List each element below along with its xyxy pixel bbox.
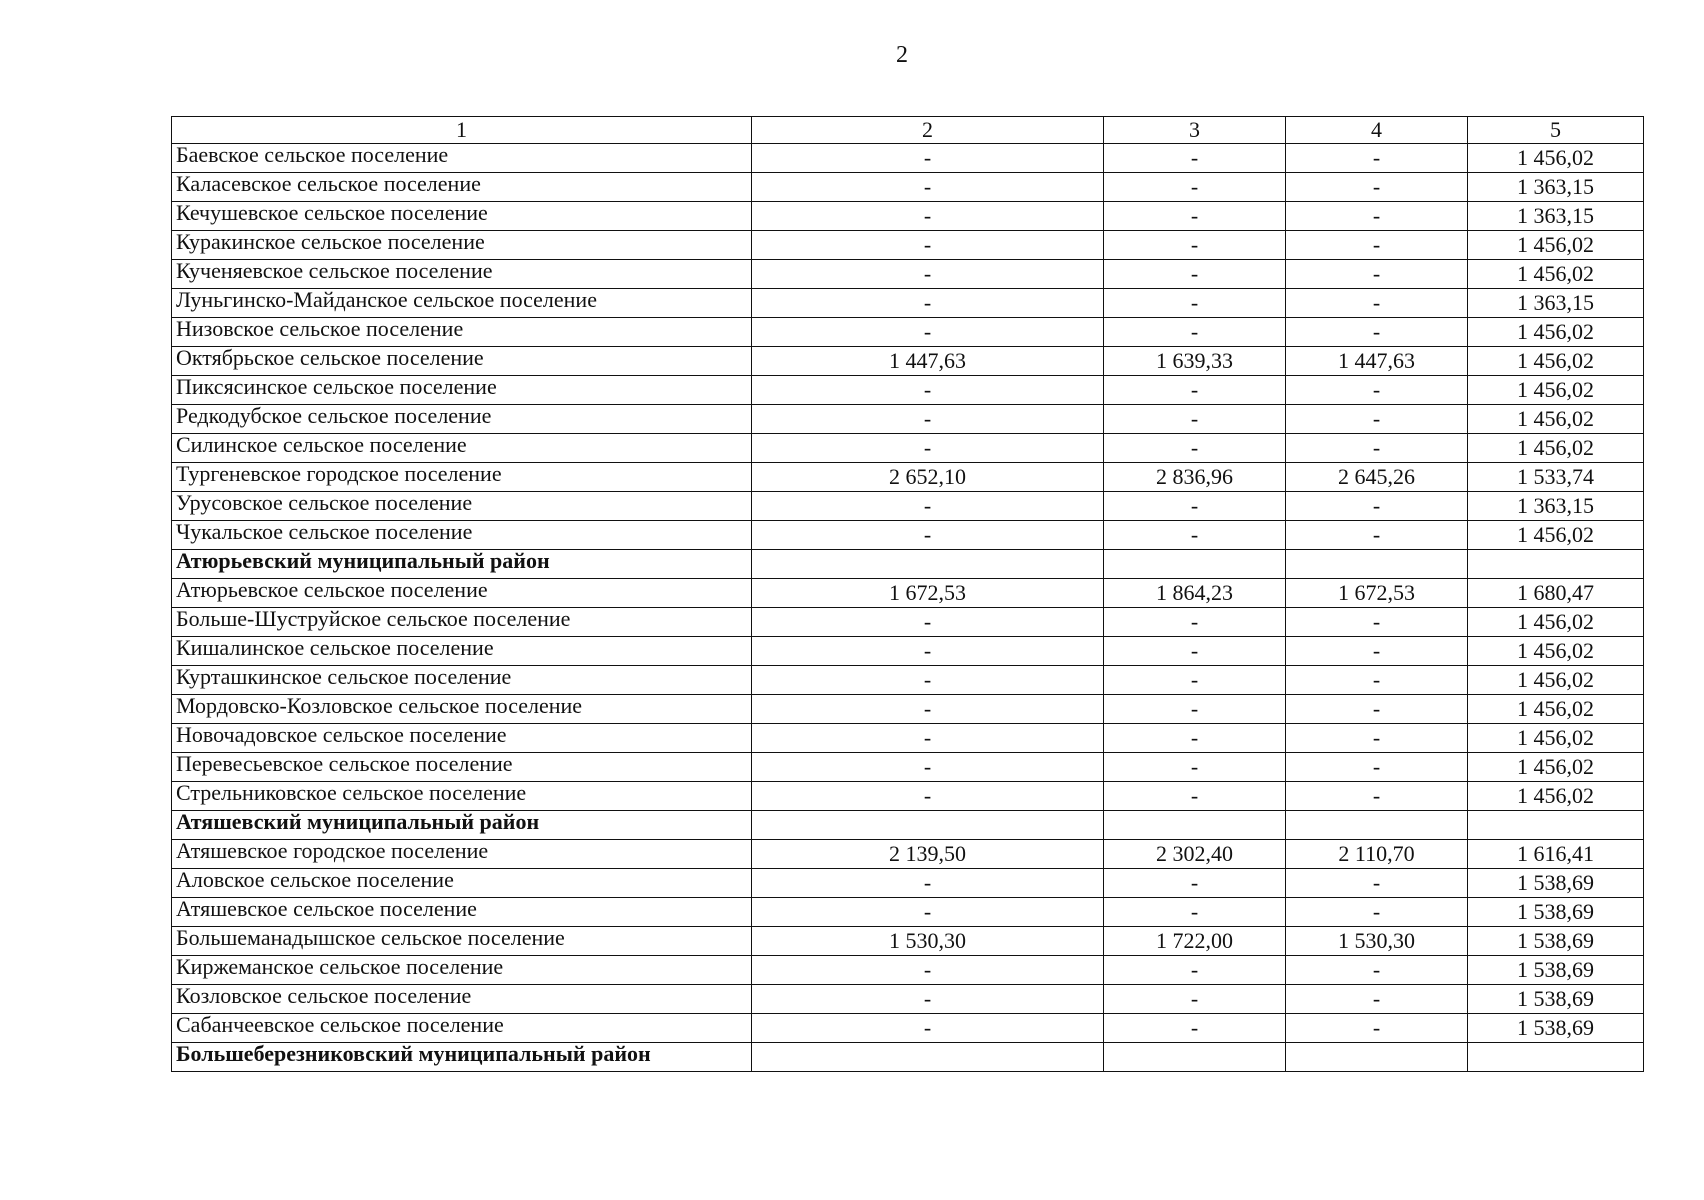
value-cell-col3: 1 722,00 [1104, 927, 1286, 956]
settlement-name-cell: Стрельниковское сельское поселение [172, 782, 752, 811]
settlement-name-cell: Кученяевское сельское поселение [172, 260, 752, 289]
settlement-name-cell: Перевесьевское сельское поселение [172, 753, 752, 782]
value-cell-col4: - [1286, 173, 1468, 202]
value-cell-col5 [1468, 811, 1644, 840]
value-cell-col2: - [752, 666, 1104, 695]
value-cell-col3: - [1104, 753, 1286, 782]
table-row [172, 840, 1644, 869]
value-cell-col2: - [752, 521, 1104, 550]
settlement-name-cell: Пиксясинское сельское поселение [172, 376, 752, 405]
column-header-5: 5 [1468, 117, 1644, 144]
table-section-row [172, 1043, 1644, 1072]
table-body [172, 117, 1644, 1072]
value-cell-col4: - [1286, 202, 1468, 231]
value-cell-col4: - [1286, 144, 1468, 173]
value-cell-col4: - [1286, 666, 1468, 695]
table-row [172, 405, 1644, 434]
settlement-name-cell: Урусовское сельское поселение [172, 492, 752, 521]
value-cell-col3: - [1104, 492, 1286, 521]
table-row [172, 956, 1644, 985]
value-cell-col2: - [752, 492, 1104, 521]
value-cell-col3: - [1104, 318, 1286, 347]
settlement-name-cell: Новочадовское сельское поселение [172, 724, 752, 753]
settlement-name-cell: Атюрьевское сельское поселение [172, 579, 752, 608]
table-row [172, 434, 1644, 463]
settlement-name-cell: Сабанчеевское сельское поселение [172, 1014, 752, 1043]
table-row [172, 666, 1644, 695]
settlement-name-cell: Силинское сельское поселение [172, 434, 752, 463]
table-row [172, 202, 1644, 231]
table-row [172, 144, 1644, 173]
value-cell-col4 [1286, 550, 1468, 579]
value-cell-col2: - [752, 956, 1104, 985]
value-cell-col5: 1 363,15 [1468, 289, 1644, 318]
value-cell-col3 [1104, 1043, 1286, 1072]
value-cell-col5: 1 363,15 [1468, 492, 1644, 521]
value-cell-col4: 1 447,63 [1286, 347, 1468, 376]
settlement-name-cell: Большеберезниковский муниципальный район [172, 1043, 752, 1072]
column-header-2: 2 [752, 117, 1104, 144]
table-section-row [172, 811, 1644, 840]
value-cell-col4: 1 672,53 [1286, 579, 1468, 608]
settlement-name-cell: Атяшевское городское поселение [172, 840, 752, 869]
settlement-name-cell: Каласевское сельское поселение [172, 173, 752, 202]
value-cell-col5: 1 456,02 [1468, 260, 1644, 289]
value-cell-col4 [1286, 1043, 1468, 1072]
value-cell-col2: - [752, 289, 1104, 318]
value-cell-col4: - [1286, 782, 1468, 811]
table-row [172, 260, 1644, 289]
value-cell-col3: 1 864,23 [1104, 579, 1286, 608]
value-cell-col3: - [1104, 898, 1286, 927]
value-cell-col3: 2 836,96 [1104, 463, 1286, 492]
value-cell-col2: - [752, 260, 1104, 289]
value-cell-col2: - [752, 869, 1104, 898]
value-cell-col3: 1 639,33 [1104, 347, 1286, 376]
value-cell-col3: - [1104, 144, 1286, 173]
value-cell-col5: 1 616,41 [1468, 840, 1644, 869]
table-row [172, 318, 1644, 347]
value-cell-col2 [752, 1043, 1104, 1072]
value-cell-col2: - [752, 695, 1104, 724]
value-cell-col5: 1 538,69 [1468, 1014, 1644, 1043]
value-cell-col4: - [1286, 956, 1468, 985]
column-header-1: 1 [172, 117, 752, 144]
value-cell-col3: - [1104, 956, 1286, 985]
value-cell-col2: 1 447,63 [752, 347, 1104, 376]
value-cell-col2: - [752, 985, 1104, 1014]
table-section-row [172, 550, 1644, 579]
value-cell-col2: 2 652,10 [752, 463, 1104, 492]
page-number: 2 [896, 42, 908, 68]
value-cell-col4: - [1286, 405, 1468, 434]
value-cell-col4: - [1286, 521, 1468, 550]
value-cell-col3: - [1104, 376, 1286, 405]
value-cell-col4: - [1286, 753, 1468, 782]
value-cell-col5: 1 456,02 [1468, 144, 1644, 173]
value-cell-col5: 1 456,02 [1468, 666, 1644, 695]
value-cell-col4: - [1286, 724, 1468, 753]
table-row [172, 231, 1644, 260]
value-cell-col2: - [752, 608, 1104, 637]
value-cell-col5: 1 456,02 [1468, 231, 1644, 260]
table-row [172, 724, 1644, 753]
value-cell-col4: - [1286, 434, 1468, 463]
settlement-name-cell: Куракинское сельское поселение [172, 231, 752, 260]
settlement-name-cell: Низовское сельское поселение [172, 318, 752, 347]
value-cell-col4: - [1286, 376, 1468, 405]
value-cell-col4: - [1286, 898, 1468, 927]
value-cell-col2: 1 672,53 [752, 579, 1104, 608]
table-row [172, 521, 1644, 550]
settlement-name-cell: Киржеманское сельское поселение [172, 956, 752, 985]
value-cell-col2: 2 139,50 [752, 840, 1104, 869]
value-cell-col4: - [1286, 289, 1468, 318]
table-row [172, 579, 1644, 608]
value-cell-col3: - [1104, 202, 1286, 231]
table-row [172, 376, 1644, 405]
table-row [172, 753, 1644, 782]
table-row [172, 869, 1644, 898]
value-cell-col3: - [1104, 666, 1286, 695]
value-cell-col3: - [1104, 608, 1286, 637]
value-cell-col2: 1 530,30 [752, 927, 1104, 956]
table-row [172, 985, 1644, 1014]
value-cell-col4: - [1286, 231, 1468, 260]
value-cell-col2 [752, 811, 1104, 840]
value-cell-col4: 2 645,26 [1286, 463, 1468, 492]
value-cell-col5: 1 456,02 [1468, 637, 1644, 666]
value-cell-col4: - [1286, 318, 1468, 347]
table-row [172, 695, 1644, 724]
settlement-name-cell: Тургеневское городское поселение [172, 463, 752, 492]
tariff-table-container [171, 116, 1643, 1072]
value-cell-col4: 1 530,30 [1286, 927, 1468, 956]
value-cell-col2: - [752, 231, 1104, 260]
value-cell-col3: - [1104, 869, 1286, 898]
value-cell-col4 [1286, 811, 1468, 840]
value-cell-col4: - [1286, 985, 1468, 1014]
value-cell-col5: 1 456,02 [1468, 695, 1644, 724]
value-cell-col3: - [1104, 173, 1286, 202]
table-row [172, 289, 1644, 318]
value-cell-col2: - [752, 318, 1104, 347]
settlement-name-cell: Больше-Шуструйское сельское поселение [172, 608, 752, 637]
table-row [172, 173, 1644, 202]
value-cell-col5: 1 363,15 [1468, 173, 1644, 202]
table-row [172, 1014, 1644, 1043]
value-cell-col2: - [752, 173, 1104, 202]
value-cell-col3: - [1104, 405, 1286, 434]
value-cell-col5: 1 456,02 [1468, 753, 1644, 782]
value-cell-col4: - [1286, 637, 1468, 666]
column-header-3: 3 [1104, 117, 1286, 144]
value-cell-col3 [1104, 550, 1286, 579]
value-cell-col4: - [1286, 1014, 1468, 1043]
value-cell-col5: 1 538,69 [1468, 898, 1644, 927]
value-cell-col4: - [1286, 695, 1468, 724]
settlement-name-cell: Луньгинско-Майданское сельское поселение [172, 289, 752, 318]
value-cell-col2: - [752, 898, 1104, 927]
value-cell-col3: - [1104, 289, 1286, 318]
settlement-name-cell: Козловское сельское поселение [172, 985, 752, 1014]
value-cell-col5: 1 456,02 [1468, 608, 1644, 637]
settlement-name-cell: Атюрьевский муниципальный район [172, 550, 752, 579]
value-cell-col5: 1 680,47 [1468, 579, 1644, 608]
settlement-name-cell: Мордовско-Козловское сельское поселение [172, 695, 752, 724]
table-row [172, 898, 1644, 927]
value-cell-col3: - [1104, 521, 1286, 550]
value-cell-col2: - [752, 637, 1104, 666]
settlement-name-cell: Баевское сельское поселение [172, 144, 752, 173]
value-cell-col2: - [752, 144, 1104, 173]
value-cell-col3: - [1104, 695, 1286, 724]
settlement-name-cell: Октябрьское сельское поселение [172, 347, 752, 376]
settlement-name-cell: Курташкинское сельское поселение [172, 666, 752, 695]
value-cell-col3: - [1104, 782, 1286, 811]
settlement-name-cell: Редкодубское сельское поселение [172, 405, 752, 434]
value-cell-col5 [1468, 550, 1644, 579]
value-cell-col3: - [1104, 724, 1286, 753]
value-cell-col5: 1 456,02 [1468, 782, 1644, 811]
value-cell-col5: 1 538,69 [1468, 927, 1644, 956]
value-cell-col5: 1 533,74 [1468, 463, 1644, 492]
value-cell-col3: - [1104, 231, 1286, 260]
value-cell-col5: 1 538,69 [1468, 956, 1644, 985]
value-cell-col3: - [1104, 434, 1286, 463]
value-cell-col3: - [1104, 260, 1286, 289]
settlement-name-cell: Чукальское сельское поселение [172, 521, 752, 550]
value-cell-col2: - [752, 753, 1104, 782]
table-row [172, 492, 1644, 521]
table-row [172, 608, 1644, 637]
value-cell-col5: 1 363,15 [1468, 202, 1644, 231]
settlement-name-cell: Атяшевский муниципальный район [172, 811, 752, 840]
value-cell-col3: - [1104, 1014, 1286, 1043]
value-cell-col5: 1 456,02 [1468, 376, 1644, 405]
table-header-row [172, 117, 1644, 144]
value-cell-col3: - [1104, 985, 1286, 1014]
value-cell-col4: - [1286, 869, 1468, 898]
value-cell-col3: 2 302,40 [1104, 840, 1286, 869]
value-cell-col4: - [1286, 608, 1468, 637]
value-cell-col3: - [1104, 637, 1286, 666]
value-cell-col5: 1 456,02 [1468, 724, 1644, 753]
value-cell-col5: 1 456,02 [1468, 347, 1644, 376]
value-cell-col5: 1 538,69 [1468, 869, 1644, 898]
value-cell-col5: 1 456,02 [1468, 318, 1644, 347]
settlement-name-cell: Кишалинское сельское поселение [172, 637, 752, 666]
settlement-name-cell: Атяшевское сельское поселение [172, 898, 752, 927]
table-row [172, 782, 1644, 811]
value-cell-col2: - [752, 202, 1104, 231]
table-row [172, 463, 1644, 492]
value-cell-col5: 1 456,02 [1468, 405, 1644, 434]
value-cell-col5: 1 456,02 [1468, 434, 1644, 463]
value-cell-col5 [1468, 1043, 1644, 1072]
value-cell-col4: - [1286, 492, 1468, 521]
value-cell-col3 [1104, 811, 1286, 840]
column-header-4: 4 [1286, 117, 1468, 144]
value-cell-col4: - [1286, 260, 1468, 289]
value-cell-col2: - [752, 405, 1104, 434]
value-cell-col2: - [752, 724, 1104, 753]
tariff-table [171, 116, 1644, 1072]
value-cell-col2: - [752, 1014, 1104, 1043]
value-cell-col2 [752, 550, 1104, 579]
value-cell-col2: - [752, 782, 1104, 811]
settlement-name-cell: Кечушевское сельское поселение [172, 202, 752, 231]
value-cell-col5: 1 456,02 [1468, 521, 1644, 550]
settlement-name-cell: Большеманадышское сельское поселение [172, 927, 752, 956]
value-cell-col5: 1 538,69 [1468, 985, 1644, 1014]
table-row [172, 927, 1644, 956]
table-row [172, 347, 1644, 376]
value-cell-col4: 2 110,70 [1286, 840, 1468, 869]
settlement-name-cell: Аловское сельское поселение [172, 869, 752, 898]
table-row [172, 637, 1644, 666]
value-cell-col2: - [752, 376, 1104, 405]
value-cell-col2: - [752, 434, 1104, 463]
